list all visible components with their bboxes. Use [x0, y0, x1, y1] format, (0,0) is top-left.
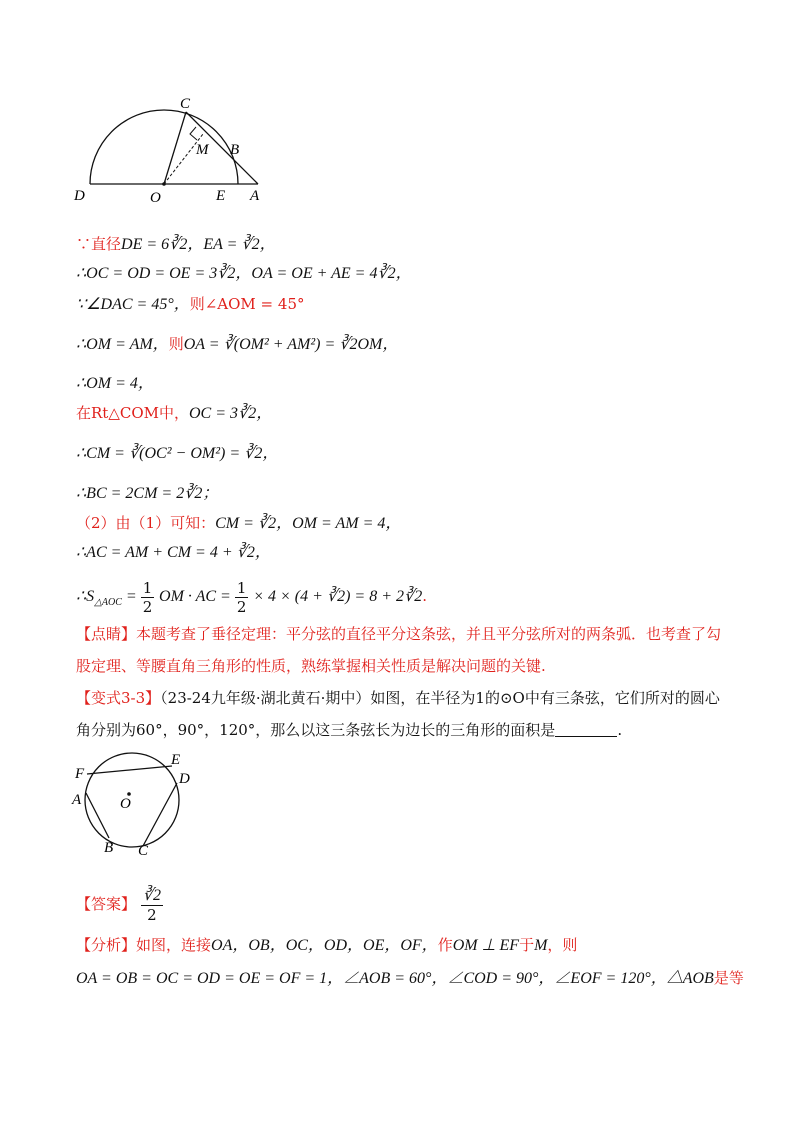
solution-line-6: 在Rt△COM中，OC = 3∛2，: [76, 404, 273, 422]
label-c: C: [180, 96, 191, 112]
label-o: O: [120, 796, 131, 812]
comment-tag: 【点睛】: [76, 625, 137, 643]
solution-line-8: ∴BC = 2CM = 2∛2；: [76, 485, 219, 502]
problem-text: （23-24九年级·湖北黄石·期中）如图，在半径为1的⊙O中有三条弦，它们所对的圆心角分别为60°，90°，120°，那么以这三条弦长为边长的三角形的面积是: [76, 689, 720, 739]
label-e: E: [216, 188, 226, 204]
answer-blank: [555, 720, 617, 737]
label-b: B: [104, 840, 114, 856]
label-c: C: [138, 843, 149, 858]
answer-tag: 【答案】: [76, 895, 137, 913]
fraction-half-2: $\frac{1}{2}$: [236, 578, 247, 616]
label-d: D: [74, 188, 85, 204]
label-a: A: [72, 792, 82, 808]
semicircle-arc: [90, 110, 238, 184]
problem-tag: 【变式3-3】: [76, 689, 161, 707]
solution-line-9: （2）由（1）可知：CM = ∛2，OM = AM = 4，: [76, 514, 402, 532]
analysis-tag: 【分析】: [76, 936, 137, 954]
solution-line-5: ∴OM = 4，: [76, 375, 154, 392]
label-e: E: [171, 752, 181, 768]
label-a: A: [250, 188, 260, 204]
chord-fe: [87, 766, 172, 774]
solution-line-1: ∵直径DE = 6∛2，EA = ∛2，: [76, 235, 276, 253]
label-f: F: [75, 766, 85, 782]
label-o: O: [150, 190, 161, 206]
right-angle-mark: [190, 127, 197, 140]
answer-line: [76, 884, 163, 924]
comment-paragraph: [76, 618, 724, 682]
solution-line-4: ∴OM = AM，则OA = ∛(OM² + AM²) = ∛2OM，: [76, 335, 399, 353]
solution-line-11: $\therefore S_{\triangle AOC}$ = $\frac{1}{2}$ OM · AC = $\frac{1}{2}$ × 4 × (4 + ∛2) = 8 + 2∛2.: [76, 578, 427, 616]
solution-line-3: ∵∠DAC = 45°，则∠AOM = 45°: [76, 295, 305, 313]
comment-text: 本题考查了垂径定理：平分弦的直径平分这条弦，并且平分弦所对的两条弧．也考查了勾股定理、等腰直角三角形的性质，熟练掌握相关性质是解决问题的关键.: [76, 625, 722, 675]
label-m: M: [196, 142, 209, 158]
semicircle-figure: [70, 92, 270, 212]
chord-cd: [143, 783, 177, 846]
answer-fraction: $\frac{∛2}{2}$: [142, 886, 161, 924]
solution-line-2: ∴OC = OD = OE = 3∛2，OA = OE + AE = 4∛2，: [76, 265, 412, 282]
point-o: [162, 182, 166, 186]
label-d: D: [179, 771, 190, 787]
analysis-line-2: OA = OB = OC = OD = OE = OF = 1，∠AOB = 60°，∠COD = 90°，∠EOF = 120°，△AOB是等: [76, 969, 744, 987]
problem-paragraph: 【变式3-3】（23-24九年级·湖北黄石·期中）如图，在半径为1的⊙O中有三条弦，它们所对的圆心角分别为60°，90°，120°，那么以这三条弦长为边长的三角形的面积是 .: [76, 689, 720, 739]
fraction-half-1: $\frac{1}{2}$: [142, 578, 153, 616]
solution-line-10: ∴AC = AM + CM = 4 + ∛2，: [76, 544, 271, 561]
solution-line-7: ∴CM = ∛(OC² − OM²) = ∛2，: [76, 445, 279, 462]
circle-figure: [68, 748, 208, 858]
analysis-line-1: 【分析】如图，连接OA，OB，OC，OD，OE，OF，作OM ⊥ EF于M，则: [76, 936, 578, 954]
segment-oc: [164, 112, 186, 184]
label-b: B: [230, 142, 240, 158]
